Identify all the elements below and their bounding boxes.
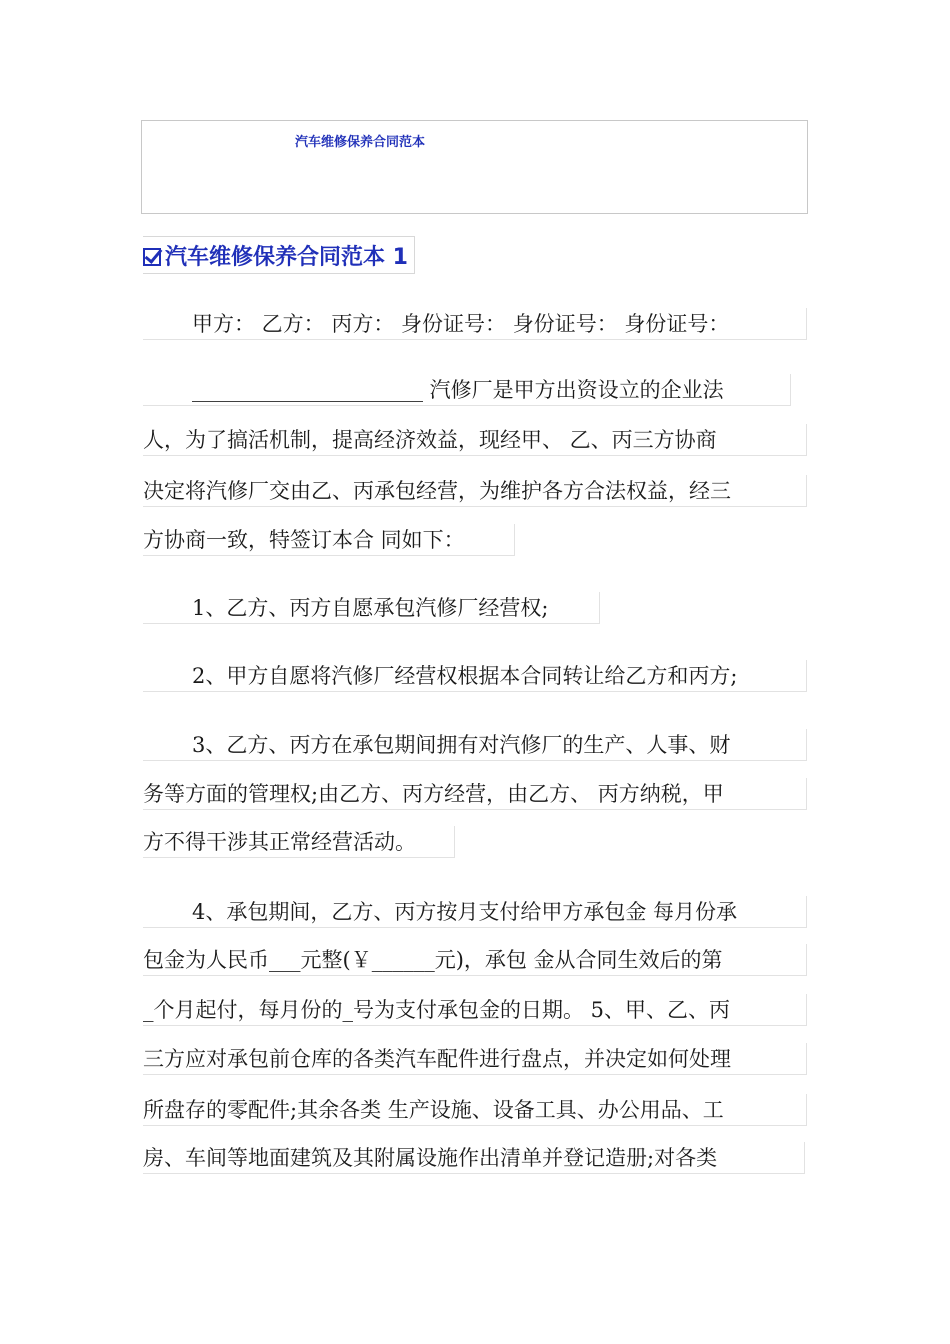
text-line: 包金为人民币___元整(￥______元)，承包 金从合同生效后的第 [143,944,807,976]
text-line: _个月起付，每月份的_号为支付承包金的日期。 5、甲、乙、丙 [143,994,807,1026]
text-line: 4、承包期间，乙方、丙方按月支付给甲方承包金 每月份承 [143,896,807,928]
text-line: 1、乙方、丙方自愿承包汽修厂经营权; [143,592,600,624]
text-line: 3、乙方、丙方在承包期间拥有对汽修厂的生产、人事、财 [143,729,807,761]
text-line: 方协商一致，特签订本合 同如下： [143,524,515,556]
text-line: 务等方面的管理权;由乙方、丙方经营，由乙方、 丙方纳税，甲 [143,778,807,810]
checkbox-icon [143,248,161,266]
text-line: 房、车间等地面建筑及其附属设施作出清单并登记造册;对各类 [143,1142,805,1174]
section-heading [143,236,415,274]
header-title: 汽车维修保养合同范本 [295,135,426,150]
section-heading-text: 汽车维修保养合同范本 1 [165,244,408,270]
text-line: 决定将汽修厂交由乙、丙承包经营，为维护各方合法权益，经三 [143,475,807,507]
text-line: 方不得干涉其正常经营活动。 [143,826,455,858]
text-line: 所盘存的零配件;其余各类 生产设施、设备工具、办公用品、工 [143,1094,807,1126]
text-line: 人，为了搞活机制，提高经济效益，现经甲、 乙、丙三方协商 [143,424,807,456]
text-line: 三方应对承包前仓库的各类汽车配件进行盘点，并决定如何处理 [143,1043,807,1075]
document-header [141,120,808,214]
text-line: ______________________ 汽修厂是甲方出资设立的企业法 [143,374,791,406]
text-line: 2、甲方自愿将汽修厂经营权根据本合同转让给乙方和丙方; [143,660,807,692]
text-line: 甲方： 乙方： 丙方： 身份证号： 身份证号： 身份证号： [143,308,807,340]
